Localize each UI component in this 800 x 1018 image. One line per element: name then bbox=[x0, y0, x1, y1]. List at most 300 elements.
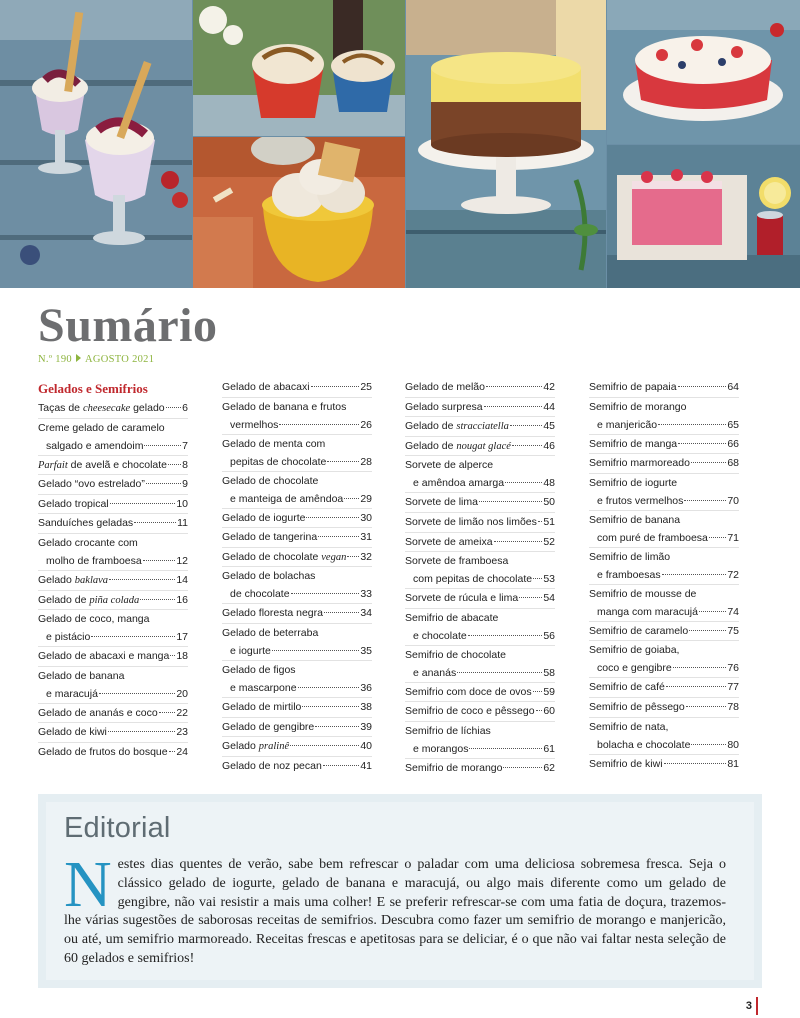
toc-entry-text: Gelado de menta com bbox=[222, 437, 326, 450]
toc-entry bbox=[222, 603, 372, 623]
toc-entry-page: 71 bbox=[727, 531, 739, 544]
dot-leader bbox=[166, 407, 182, 408]
dot-leader bbox=[484, 406, 543, 407]
dot-leader bbox=[134, 522, 176, 523]
toc-entry bbox=[405, 682, 555, 702]
toc-entry-title-continued bbox=[597, 529, 708, 547]
toc-entry bbox=[405, 416, 555, 436]
toc-entry bbox=[222, 508, 372, 528]
toc-entry-title-continued bbox=[413, 570, 532, 588]
toc-entry-text: Gelado de melão bbox=[405, 381, 485, 393]
page-number-bar bbox=[756, 997, 758, 1015]
dot-leader bbox=[666, 686, 726, 687]
toc-entry-title bbox=[589, 474, 677, 492]
toc-entry-text: Gelado de noz pecan bbox=[222, 759, 322, 772]
toc-entry-title bbox=[38, 456, 167, 476]
section-heading: Gelados e Semifrios bbox=[38, 381, 148, 396]
toc-entry-text: e amêndoa amarga bbox=[413, 477, 505, 490]
toc-entry-page: 6 bbox=[182, 402, 188, 414]
toc-entry-title bbox=[38, 743, 168, 762]
toc-entry-text: de chocolate bbox=[230, 588, 290, 601]
dot-leader bbox=[658, 424, 726, 425]
dot-leader bbox=[347, 556, 359, 557]
toc-entry-title bbox=[405, 759, 502, 778]
toc-entry bbox=[38, 418, 188, 455]
toc-entry-page: 70 bbox=[727, 494, 739, 507]
toc-entry bbox=[222, 566, 372, 603]
toc-entry-text: Gelado de banana bbox=[38, 669, 125, 682]
toc-entry bbox=[589, 640, 739, 677]
toc-entry-text: e framboesas bbox=[597, 568, 661, 581]
dot-leader bbox=[519, 597, 542, 598]
toc-entry bbox=[222, 434, 372, 471]
photo-vanilla-semifreddo bbox=[406, 0, 606, 288]
dot-leader bbox=[110, 503, 176, 504]
toc-entry bbox=[589, 473, 739, 510]
toc-entry-page: 38 bbox=[360, 700, 372, 713]
toc-entry bbox=[405, 701, 555, 721]
toc-entry-text: Semifrio de morango bbox=[405, 761, 503, 774]
toc-entry-page: 53 bbox=[543, 573, 555, 586]
toc-entry-page: 11 bbox=[177, 517, 188, 530]
toc-entry-title bbox=[38, 514, 133, 533]
dot-leader bbox=[505, 482, 542, 483]
toc-entry bbox=[589, 547, 739, 584]
toc-entry-text: Sorvete de rúcula e lima bbox=[405, 592, 519, 605]
toc-entry-page: 41 bbox=[360, 759, 372, 772]
toc-entry-page: 75 bbox=[727, 624, 739, 637]
toc-entry-title-continued bbox=[597, 492, 683, 510]
dot-leader bbox=[344, 498, 359, 499]
toc-column-1 bbox=[38, 378, 188, 762]
dot-leader bbox=[678, 443, 726, 444]
toc-entry-text: Semifrio de café bbox=[589, 681, 665, 694]
toc-entry-title bbox=[38, 534, 138, 552]
toc-entry bbox=[38, 474, 188, 494]
toc-entry bbox=[222, 660, 372, 697]
toc-entry-title bbox=[589, 678, 665, 697]
toc-entry bbox=[38, 494, 188, 514]
toc-entry-italic-term: baklava bbox=[74, 574, 109, 586]
toc-entry-text: vermelhos bbox=[230, 418, 279, 431]
dot-leader bbox=[684, 500, 726, 501]
toc-entry-text: Semifrio de pêssego bbox=[589, 700, 685, 713]
toc-column-3 bbox=[405, 378, 555, 778]
toc-entry bbox=[222, 697, 372, 717]
issue-date: AGOSTO 2021 bbox=[84, 354, 155, 365]
toc-entry-title bbox=[589, 398, 686, 416]
toc-entry-text: Semifrio de kiwi bbox=[589, 757, 663, 770]
toc-entry-title bbox=[589, 622, 688, 641]
toc-entry-title bbox=[405, 437, 511, 457]
toc-entry-title bbox=[222, 398, 346, 416]
dot-leader bbox=[169, 751, 176, 752]
toc-entry-text: salgado e amendoim bbox=[46, 439, 144, 452]
dot-leader bbox=[691, 462, 726, 463]
toc-entry-page: 64 bbox=[727, 381, 739, 393]
dot-leader bbox=[298, 687, 360, 688]
toc-entry-text: bolacha e chocolate bbox=[597, 738, 691, 751]
toc-entry-title bbox=[405, 646, 506, 664]
toc-entry-title bbox=[589, 718, 668, 736]
toc-entry-title-continued bbox=[413, 627, 467, 645]
toc-entry-title bbox=[222, 757, 322, 776]
toc-entry-title bbox=[589, 454, 690, 473]
toc-entry bbox=[405, 608, 555, 645]
toc-entry-title bbox=[222, 472, 318, 490]
dot-leader bbox=[144, 445, 181, 446]
toc-entry-italic-term: cheesecake bbox=[82, 403, 131, 414]
toc-entry-text: Gelado crocante com bbox=[38, 536, 138, 549]
toc-entry bbox=[405, 645, 555, 682]
toc-entry-text: molho de framboesa bbox=[46, 554, 142, 567]
toc-entry-title bbox=[589, 511, 680, 529]
dot-leader bbox=[689, 630, 726, 631]
toc-entry-title bbox=[38, 591, 139, 611]
toc-entry-title-continued bbox=[230, 585, 290, 603]
dot-leader bbox=[159, 712, 176, 713]
toc-entry-page: 22 bbox=[176, 706, 188, 719]
toc-entry-page: 36 bbox=[360, 681, 372, 694]
toc-entry bbox=[38, 513, 188, 533]
toc-entry-page: 78 bbox=[727, 700, 739, 713]
toc-entry-page: 44 bbox=[543, 400, 555, 413]
toc-entry bbox=[38, 590, 188, 610]
editorial-title: Editorial bbox=[64, 812, 171, 844]
toc-entry bbox=[222, 527, 372, 547]
toc-entry bbox=[222, 717, 372, 737]
toc-entry-title-continued bbox=[597, 416, 657, 434]
toc-entry-page: 45 bbox=[543, 420, 555, 433]
toc-entry-page: 8 bbox=[182, 458, 188, 471]
toc-entry-text: Semifrio de nata, bbox=[589, 720, 669, 733]
toc-entry-page: 20 bbox=[176, 687, 188, 700]
dot-leader bbox=[324, 612, 359, 613]
toc-entry-text: de avelã e chocolate bbox=[67, 458, 168, 471]
dot-leader bbox=[512, 445, 542, 446]
dot-leader bbox=[140, 599, 175, 600]
dot-leader bbox=[279, 424, 359, 425]
dot-leader bbox=[91, 636, 175, 637]
toc-entry-text: e ananás bbox=[413, 666, 457, 679]
toc-entry-page: 58 bbox=[543, 666, 555, 679]
toc-entry-page: 80 bbox=[727, 738, 739, 751]
toc-entry-text: manga com maracujá bbox=[597, 605, 698, 618]
toc-entry-page: 26 bbox=[360, 418, 372, 431]
toc-entry-title bbox=[222, 435, 325, 453]
toc-entry-page: 32 bbox=[360, 550, 372, 563]
toc-entry-text: Sanduíches geladas bbox=[38, 517, 134, 530]
toc-entry-title bbox=[589, 435, 677, 454]
toc-entry-title bbox=[38, 667, 124, 685]
toc-entry-title bbox=[405, 398, 483, 417]
toc-entry bbox=[38, 399, 188, 418]
toc-entry-page: 30 bbox=[360, 511, 372, 524]
toc-entry-title bbox=[38, 647, 169, 666]
toc-entry bbox=[405, 436, 555, 456]
toc-entry-text: Gelado surpresa bbox=[405, 400, 483, 413]
toc-entry-title bbox=[222, 718, 314, 737]
dot-leader bbox=[311, 386, 360, 387]
toc-entry bbox=[405, 455, 555, 492]
toc-entry bbox=[38, 533, 188, 570]
toc-entry-title bbox=[38, 571, 108, 591]
toc-entry-title-continued bbox=[230, 679, 297, 697]
dot-leader bbox=[533, 691, 543, 692]
toc-entry-title-continued bbox=[46, 552, 142, 570]
toc-entry-page: 52 bbox=[543, 535, 555, 548]
toc-entry-text: Gelado floresta negra bbox=[222, 607, 323, 620]
toc-entry-page: 40 bbox=[360, 740, 372, 753]
toc-entry bbox=[222, 397, 372, 434]
toc-entry-title bbox=[405, 683, 532, 702]
toc-entry-title bbox=[405, 513, 537, 532]
toc-entry-text: Gelado de chocolate bbox=[222, 474, 319, 487]
toc-entry bbox=[589, 754, 739, 774]
toc-entry-page: 24 bbox=[176, 745, 188, 758]
toc-entry bbox=[405, 532, 555, 552]
toc-entry-title bbox=[222, 548, 346, 568]
toc-entry bbox=[38, 703, 188, 723]
toc-entry bbox=[589, 621, 739, 641]
dot-leader bbox=[468, 635, 543, 636]
toc-entry-page: 18 bbox=[176, 650, 188, 663]
toc-entry-page: 35 bbox=[360, 644, 372, 657]
toc-entry-text: e pistácio bbox=[46, 631, 91, 644]
toc-entry bbox=[222, 471, 372, 508]
toc-entry bbox=[38, 722, 188, 742]
toc-entry-title bbox=[38, 610, 150, 628]
toc-entry-page: 9 bbox=[182, 478, 188, 491]
toc-entry-text: Semifrio de mousse de bbox=[589, 587, 697, 600]
toc-entry-title bbox=[222, 509, 305, 528]
toc-entry-text: Semifrio de manga bbox=[589, 437, 678, 450]
toc-entry-page: 48 bbox=[543, 477, 555, 490]
toc-entry-text: Gelado de bbox=[405, 420, 457, 433]
dot-leader bbox=[536, 710, 543, 711]
dot-leader bbox=[290, 745, 359, 746]
toc-entry-page: 17 bbox=[176, 631, 188, 644]
toc-entry-page: 34 bbox=[360, 607, 372, 620]
toc-entry-title bbox=[589, 548, 670, 566]
page-title: Sumário bbox=[38, 299, 218, 352]
toc-entry-title-continued bbox=[413, 664, 456, 682]
triangle-icon bbox=[76, 354, 81, 362]
toc-entry-italic-term: pralinê bbox=[258, 741, 290, 753]
toc-entry-text: e chocolate bbox=[413, 629, 467, 642]
toc-entry-page: 76 bbox=[727, 662, 739, 675]
toc-entry-page: 25 bbox=[360, 381, 372, 393]
toc-entry-text: Gelado de iogurte bbox=[222, 511, 306, 524]
editorial-text bbox=[64, 848, 726, 969]
toc-entry bbox=[38, 646, 188, 666]
toc-entry bbox=[589, 697, 739, 717]
toc-entry-italic-term: nougat glacé bbox=[456, 440, 511, 452]
toc-entry-page: 39 bbox=[360, 720, 372, 733]
toc-entry-title bbox=[222, 567, 315, 585]
dot-leader bbox=[494, 541, 543, 542]
toc-entry bbox=[589, 510, 739, 547]
toc-entry-text: pepitas de chocolate bbox=[230, 455, 327, 468]
toc-entry-text: Semifrio de caramelo bbox=[589, 624, 689, 637]
dot-leader bbox=[469, 748, 542, 749]
toc-entry bbox=[589, 378, 739, 397]
toc-entry-text: e morangos bbox=[413, 742, 469, 755]
dot-leader bbox=[318, 536, 359, 537]
photo-raspberry-semifreddo bbox=[607, 145, 800, 288]
toc-entry-text: Semifrio marmoreado bbox=[589, 457, 690, 470]
dot-leader bbox=[457, 672, 542, 673]
dot-leader bbox=[479, 501, 542, 502]
toc-entry-title-continued bbox=[230, 642, 271, 660]
toc-entry bbox=[589, 717, 739, 754]
toc-entry-italic-term: vegan bbox=[321, 551, 347, 563]
issue-info bbox=[38, 354, 154, 365]
toc-entry-text: Gelado de abacaxi bbox=[222, 381, 310, 393]
toc-entry-page: 16 bbox=[176, 593, 188, 606]
toc-entry-title-continued bbox=[46, 628, 90, 646]
toc-entry-page: 12 bbox=[176, 554, 188, 567]
toc-entry-page: 56 bbox=[543, 629, 555, 642]
toc-entry-page: 23 bbox=[176, 726, 188, 739]
toc-entry-title-continued bbox=[413, 474, 504, 492]
toc-entry-page: 51 bbox=[543, 515, 555, 528]
toc-entry-text: Semifrio de chocolate bbox=[405, 648, 506, 661]
toc-entry-page: 33 bbox=[360, 588, 372, 601]
toc-entry-text: Semifrio de iogurte bbox=[589, 476, 678, 489]
toc-entry-title bbox=[222, 737, 289, 757]
toc-entry-text: Semifrio de limão bbox=[589, 550, 671, 563]
toc-entry-title-continued bbox=[230, 490, 343, 508]
toc-entry-text: Gelado bbox=[222, 740, 259, 753]
toc-entry-title bbox=[38, 704, 158, 723]
toc-entry-page: 42 bbox=[543, 381, 555, 393]
toc-entry-page: 59 bbox=[543, 685, 555, 698]
toc-entry-text: e manteiga de amêndoa bbox=[230, 492, 344, 505]
toc-entry bbox=[405, 721, 555, 758]
toc-entry-text: e iogurte bbox=[230, 644, 271, 657]
toc-entry-page: 54 bbox=[543, 592, 555, 605]
toc-entry-text: Gelado de bbox=[38, 593, 90, 606]
toc-entry-title bbox=[222, 528, 317, 547]
photo-mosaic bbox=[0, 0, 800, 288]
toc-entry-title-continued bbox=[597, 659, 672, 677]
toc-entry-title-continued bbox=[230, 416, 278, 434]
toc-entry-title-continued bbox=[46, 437, 143, 455]
toc-entry-text: e mascarpone bbox=[230, 681, 297, 694]
toc-entry-text: Sorvete de lima bbox=[405, 496, 478, 509]
toc-entry-page: 7 bbox=[182, 439, 188, 452]
dot-leader bbox=[323, 765, 359, 766]
toc-entry bbox=[405, 758, 555, 778]
toc-entry bbox=[222, 378, 372, 397]
toc-entry-text: Gelado tropical bbox=[38, 497, 109, 510]
toc-entry-page: 66 bbox=[727, 437, 739, 450]
toc-entry-title-continued bbox=[597, 603, 698, 621]
toc-entry-text: Gelado de chocolate bbox=[222, 550, 322, 563]
toc-entry bbox=[38, 570, 188, 590]
dot-leader bbox=[699, 611, 726, 612]
toc-entry-page: 68 bbox=[727, 457, 739, 470]
toc-entry-title bbox=[405, 456, 493, 474]
toc-entry bbox=[589, 453, 739, 473]
toc-entry bbox=[589, 397, 739, 434]
toc-entry-page: 29 bbox=[360, 492, 372, 505]
toc-entry-text: com pepitas de chocolate bbox=[413, 573, 533, 586]
toc-entry-page: 77 bbox=[727, 681, 739, 694]
toc-entry-title bbox=[405, 589, 518, 608]
toc-column-4 bbox=[589, 378, 739, 773]
toc-entry-title-continued bbox=[230, 453, 326, 471]
toc-entry bbox=[222, 547, 372, 567]
toc-entry-title bbox=[589, 698, 685, 717]
toc-entry-text: Gelado bbox=[38, 573, 75, 586]
toc-entry bbox=[405, 397, 555, 417]
toc-entry-text: Gelado de frutos do bosque bbox=[38, 745, 168, 758]
toc-entry-text: Semifrio de goiaba, bbox=[589, 644, 680, 657]
toc-entry-title bbox=[38, 475, 145, 494]
dot-leader bbox=[306, 517, 359, 518]
toc-entry-text: Gelado de ananás e coco bbox=[38, 706, 158, 719]
toc-entry bbox=[38, 666, 188, 703]
dot-leader bbox=[327, 461, 359, 462]
toc-entry bbox=[405, 378, 555, 397]
toc-column-2 bbox=[222, 378, 372, 775]
toc-entry bbox=[405, 492, 555, 512]
toc-entry-italic-term: Parfait bbox=[38, 459, 68, 471]
toc-entry-text: e maracujá bbox=[46, 687, 98, 700]
toc-entry-text: Sorvete de framboesa bbox=[405, 555, 509, 568]
dot-leader bbox=[146, 483, 181, 484]
toc-entry-title-continued bbox=[597, 566, 661, 584]
toc-entry-text: Gelado de gengibre bbox=[222, 720, 315, 733]
photo-sundae-glasses bbox=[0, 0, 192, 288]
toc-entry bbox=[38, 742, 188, 762]
toc-entry-title bbox=[222, 378, 310, 397]
toc-entry-page: 50 bbox=[543, 496, 555, 509]
toc-entry-text: e frutos vermelhos bbox=[597, 494, 684, 507]
toc-entry-page: 61 bbox=[543, 742, 555, 755]
toc-entry-text: Semifrio de papaia bbox=[589, 381, 677, 393]
editorial-body: estes dias quentes de verão, sabe bem refrescar o paladar com uma deliciosa sobremesa fresca. Seja o clássico gelado de iogurte, gelado de banana e maracujá, ou algo mais diferente como um gelado de gengibre, não vai resistir a mais uma colher! E se preferir refrescar-se com uma fatia de doçura, trazemos-lhe várias sugestões de saborosas receitas de semifrios. Descubra como fazer um semifrio de morango e manjericão, ou até, um semifrio marmoreado. Receitas frescas e apetitosas para se deliciar, é o que não vai faltar nesta seleção de 60 gelados e semifrios! bbox=[64, 857, 726, 966]
toc-entry-title bbox=[222, 604, 323, 623]
dot-leader bbox=[709, 537, 726, 538]
toc-entry-page: 65 bbox=[727, 418, 739, 431]
toc-entry-page: 72 bbox=[727, 568, 739, 581]
toc-entry-text: Gelado de kiwi bbox=[38, 726, 107, 739]
toc-entry-text: Semifrio de banana bbox=[589, 513, 681, 526]
toc-entry-page: 10 bbox=[176, 497, 188, 510]
editorial-dropcap: N bbox=[64, 848, 112, 921]
toc-entry-page: 31 bbox=[360, 531, 372, 544]
toc-entry-title bbox=[38, 419, 165, 437]
toc-entry-text: Gelado “ovo estrelado” bbox=[38, 478, 145, 491]
toc-entry-title bbox=[405, 417, 509, 437]
toc-entry-text: Gelado de mirtilo bbox=[222, 700, 302, 713]
toc-entry-italic-term: stracciatella bbox=[456, 421, 509, 433]
toc-entry bbox=[589, 434, 739, 454]
toc-entry-title bbox=[405, 722, 491, 740]
toc-entry-text: Semifrio com doce de ovos bbox=[405, 685, 532, 698]
toc-entry-title bbox=[405, 702, 535, 721]
dot-leader bbox=[662, 574, 727, 575]
toc-entry bbox=[589, 677, 739, 697]
toc-entry-text: Semifrio de líchias bbox=[405, 724, 491, 737]
toc-entry-page: 14 bbox=[176, 573, 188, 586]
toc-entry-title bbox=[222, 661, 296, 679]
toc-entry-page: 46 bbox=[543, 439, 555, 452]
toc-entry-text: Semifrio de abacate bbox=[405, 611, 499, 624]
